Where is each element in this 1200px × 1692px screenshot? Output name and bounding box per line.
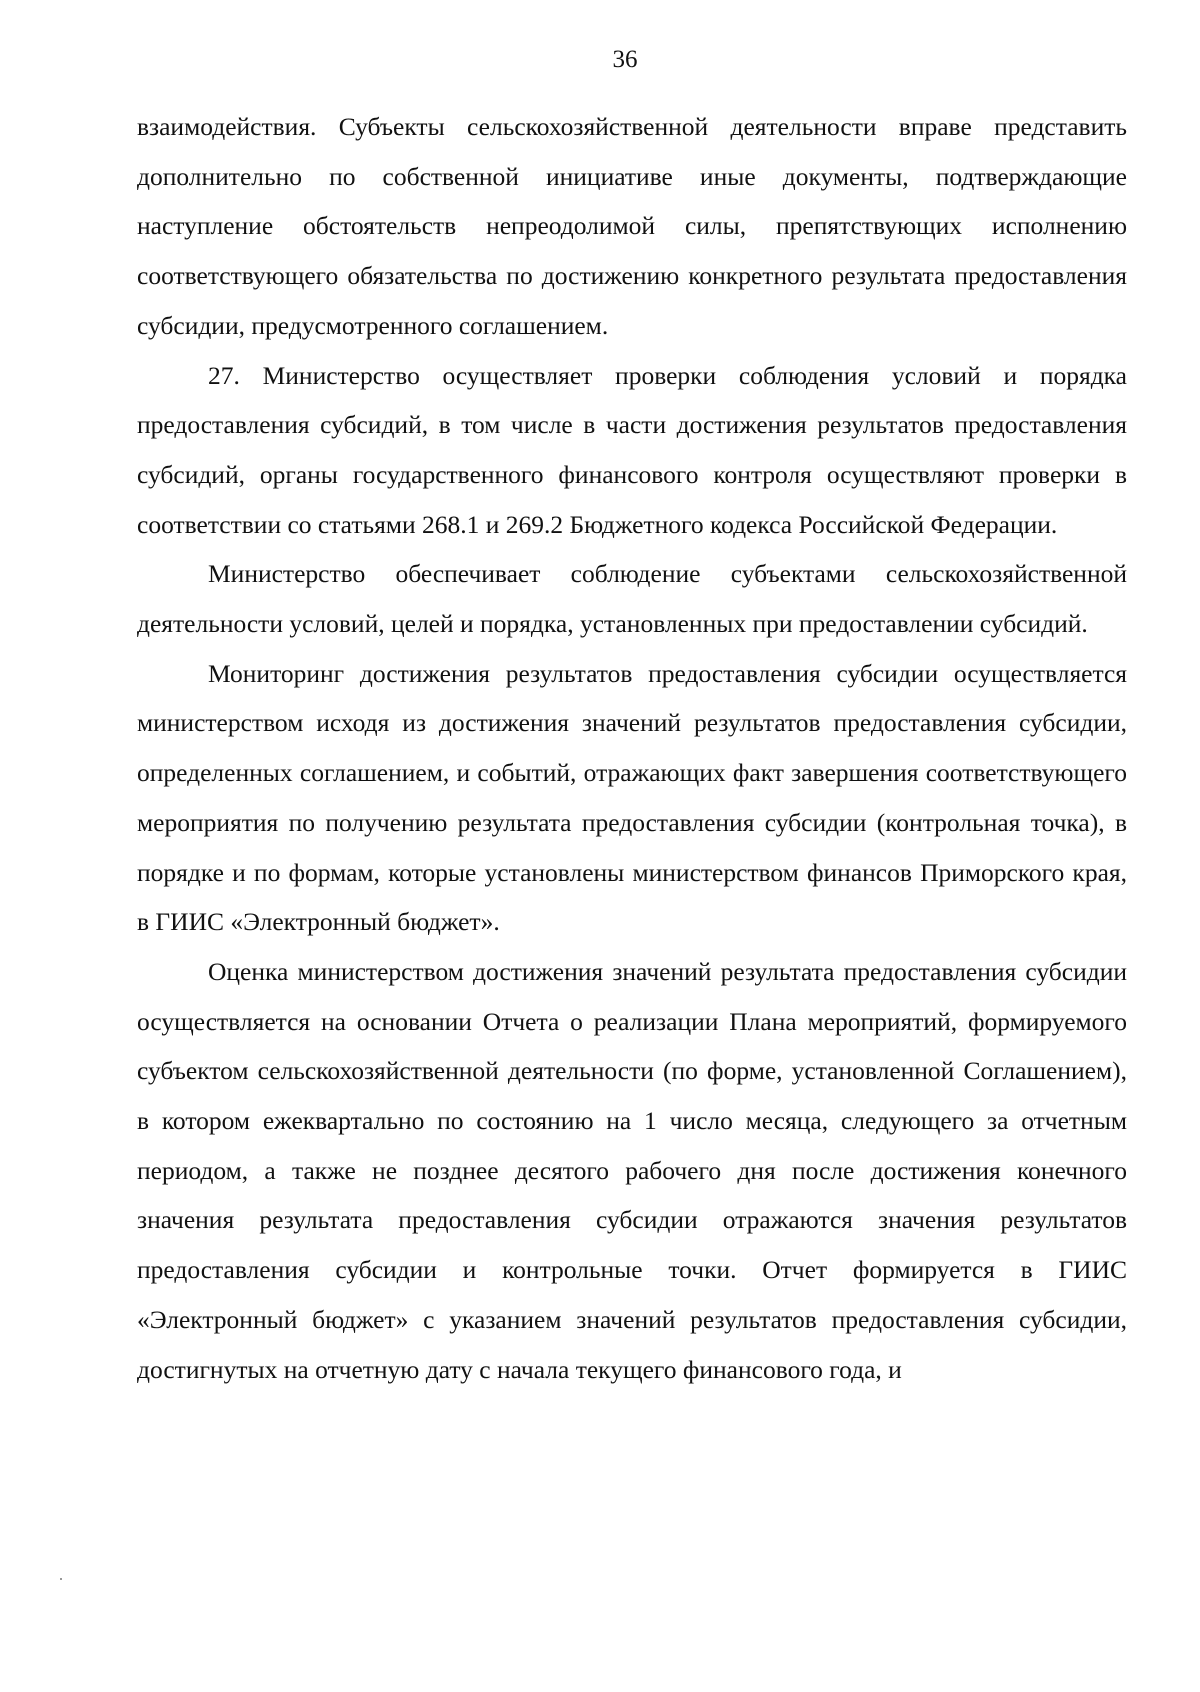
scan-speck — [60, 1578, 62, 1580]
paragraph-compliance: Министерство обеспечивает соблюдение субъектами сельскохозяйственной деятельности условий, целей и порядка, установленных при предоставлении субсидий. — [137, 559, 1127, 639]
document-body — [137, 102, 1127, 1394]
paragraph-continuation: взаимодействия. Субъекты сельскохозяйственной деятельности вправе представить дополнительно по собственной инициативе иные документы, подтверждающие наступление обстоятельств непреодолимой силы, препятствующих исполнению соответствующего обязательства по достижению конкретного результата предоставления субсидии, предусмотренного соглашением. — [137, 112, 1127, 340]
paragraph-evaluation: Оценка министерством достижения значений результата предоставления субсидии осуществляется на основании Отчета о реализации Плана мероприятий, формируемого субъектом сельскохозяйственной деятельности (по форме, установленной Соглашением), в котором ежеквартально по состоянию на 1 число месяца, следующего за отчетным периодом, а также не позднее десятого рабочего дня после достижения конечного значения результата предоставления субсидии отражаются значения результатов предоставления субсидии и контрольные точки. Отчет формируется в ГИИС «Электронный бюджет» с указанием значений результатов предоставления субсидии, достигнутых на отчетную дату с начала текущего финансового года, и — [137, 956, 1127, 1384]
paragraph-item-27: 27. Министерство осуществляет проверки соблюдения условий и порядка предоставления субсидий, в том числе в части достижения результатов предоставления субсидий, органы государственного финансового контроля осуществляют проверки в соответствии со статьями 268.1 и 269.2 Бюджетного кодекса Российской Федерации. — [137, 360, 1127, 539]
page-number: 36 — [612, 46, 638, 73]
paragraph-monitoring: Мониторинг достижения результатов предоставления субсидии осуществляется министерством исходя из достижения значений результатов предоставления субсидии, определенных соглашением, и событий, отражающих факт завершения соответствующего мероприятия по получению результата предоставления субсидии (контрольная точка), в порядке и по формам, которые установлены министерством финансов Приморского края, в ГИИС «Электронный бюджет». — [137, 658, 1127, 937]
